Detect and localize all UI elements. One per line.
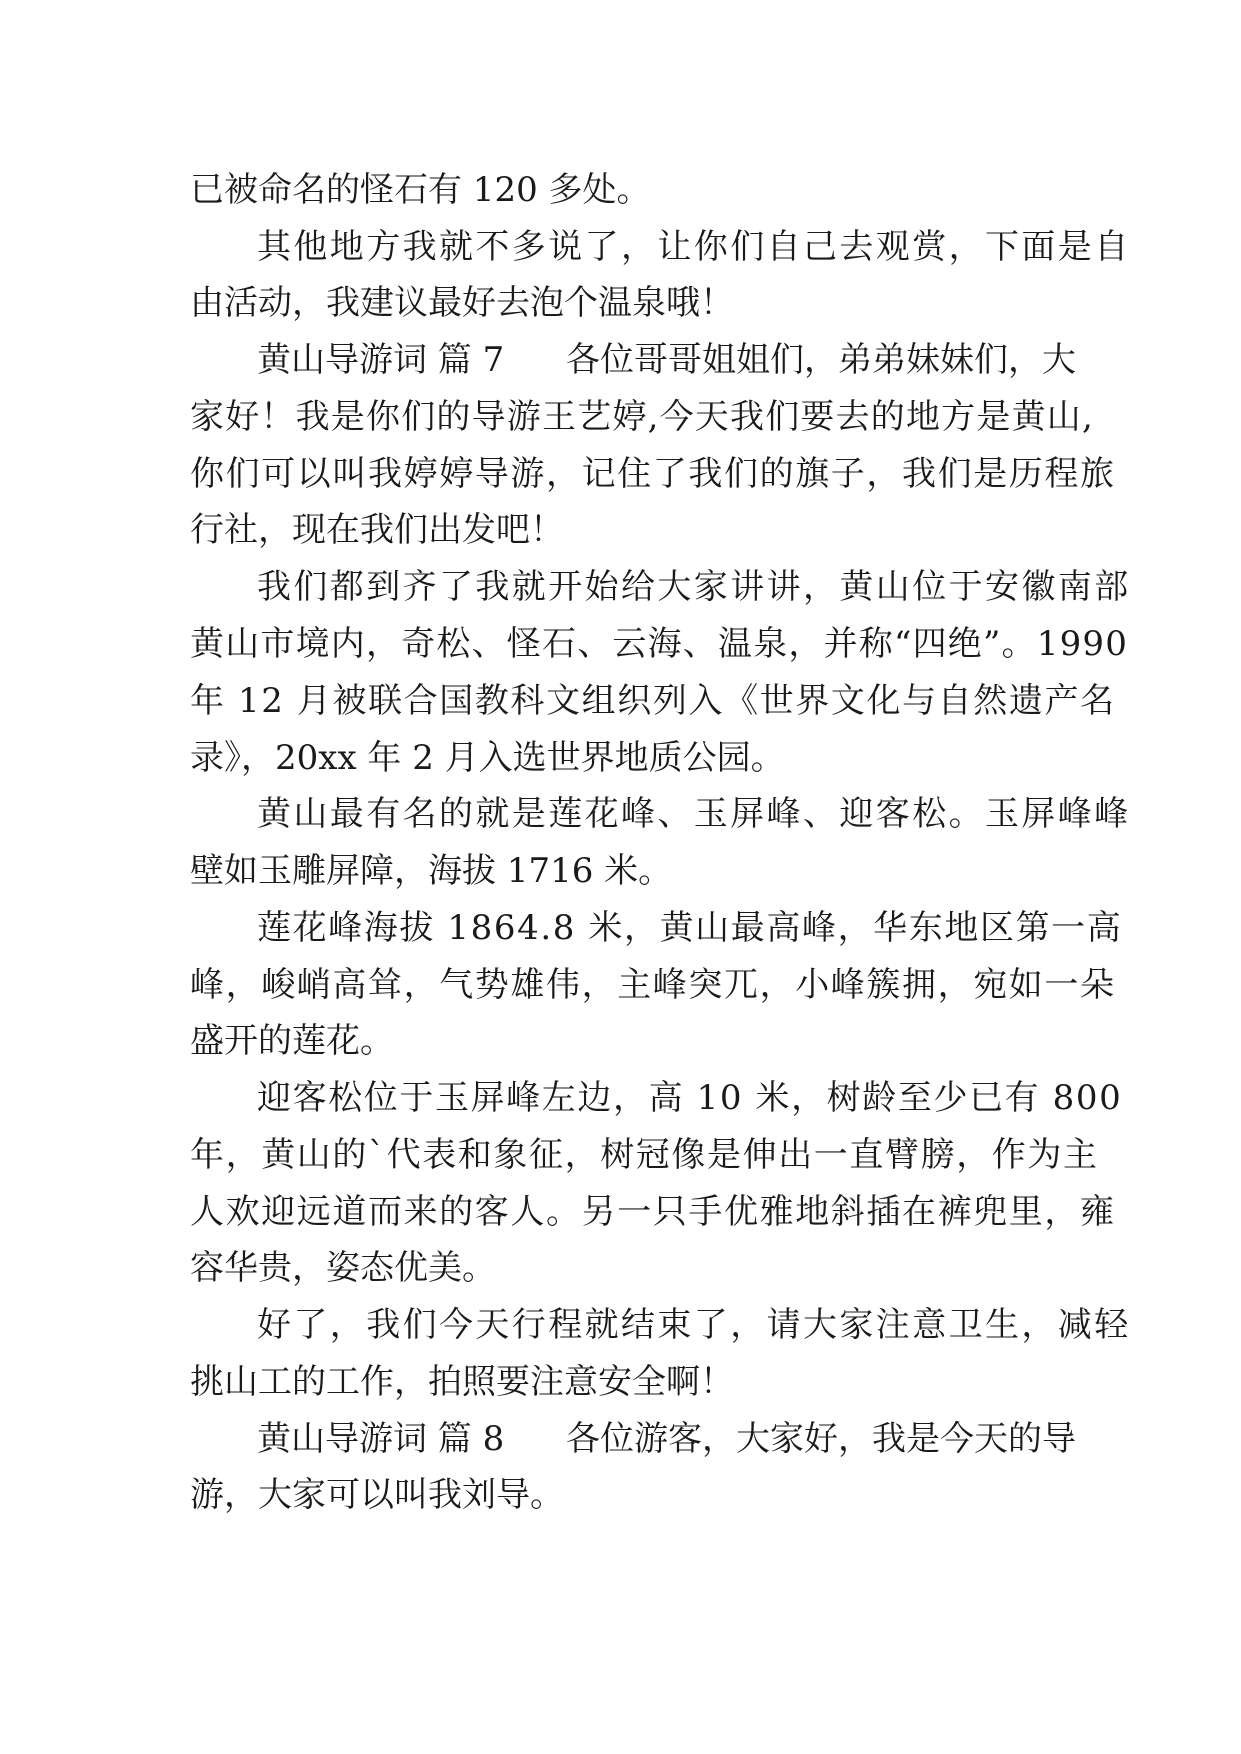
text-line — [0, 389, 1241, 445]
paragraph-text: 行社，现在我们出发吧！ — [190, 510, 564, 550]
text-line — [0, 673, 1241, 729]
text-line — [0, 957, 1241, 1013]
section-heading: 黄山导游词 篇 8 — [257, 1419, 505, 1459]
text-line — [0, 332, 1241, 388]
text-line — [0, 786, 1241, 842]
text-line — [0, 900, 1241, 956]
text-line — [0, 1013, 1241, 1069]
paragraph-text: 我们都到齐了我就开始给大家讲讲，黄山位于安徽南部 — [257, 567, 1131, 607]
paragraph-text: 各位哥哥姐姐们，弟弟妹妹们，大 — [566, 340, 1076, 380]
paragraph-text: 人欢迎远道而来的客人。另一只手优雅地斜插在裤兜里，雍 — [190, 1192, 1116, 1232]
paragraph-text: 游，大家可以叫我刘导。 — [190, 1475, 564, 1515]
text-line — [0, 275, 1241, 331]
text-line — [0, 1127, 1241, 1183]
paragraph-text: 壁如玉雕屏障，海拔 1716 米。 — [190, 851, 673, 891]
section-heading: 黄山导游词 篇 7 — [257, 340, 505, 380]
paragraph-text: 容华贵，姿态优美。 — [190, 1248, 496, 1288]
paragraph-text: 盛开的莲花。 — [190, 1021, 394, 1061]
text-line — [0, 616, 1241, 672]
text-line — [0, 1354, 1241, 1410]
paragraph-text: 莲花峰海拔 1864.8 米，黄山最高峰，华东地区第一高 — [257, 908, 1123, 948]
paragraph-text: 峰，峻峭高耸，气势雄伟，主峰突兀，小峰簇拥，宛如一朵 — [190, 965, 1116, 1005]
text-line — [0, 502, 1241, 558]
paragraph-text: 由活动，我建议最好去泡个温泉哦！ — [190, 283, 734, 323]
text-line — [0, 1184, 1241, 1240]
text-line — [0, 730, 1241, 786]
text-line — [0, 1240, 1241, 1296]
paragraph-text: 已被命名的怪石有 120 多处。 — [190, 170, 651, 210]
text-line — [0, 1467, 1241, 1523]
paragraph-text: 年，黄山的`代表和象征，树冠像是伸出一直臂膀，作为主 — [190, 1135, 1099, 1175]
paragraph-text: 挑山工的工作，拍照要注意安全啊！ — [190, 1362, 734, 1402]
text-line — [0, 1297, 1241, 1353]
paragraph-text: 录》，20xx 年 2 月入选世界地质公园。 — [190, 738, 785, 778]
paragraph-text: 黄山最有名的就是莲花峰、玉屏峰、迎客松。玉屏峰峰 — [257, 794, 1131, 834]
paragraph-text: 家好！我是你们的导游王艺婷,今天我们要去的地方是黄山, — [190, 397, 1095, 437]
paragraph-text: 你们可以叫我婷婷导游，记住了我们的旗子，我们是历程旅 — [190, 454, 1116, 494]
paragraph-text: 年 12 月被联合国教科文组织列入《世界文化与自然遗产名 — [190, 681, 1116, 721]
text-line — [0, 843, 1241, 899]
paragraph-text: 黄山市境内，奇松、怪石、云海、温泉，并称“四绝”。1990 — [190, 624, 1129, 664]
paragraph-text: 迎客松位于玉屏峰左边，高 10 米，树龄至少已有 800 — [257, 1078, 1123, 1118]
text-line — [0, 1070, 1241, 1126]
paragraph-text: 其他地方我就不多说了，让你们自己去观赏，下面是自 — [257, 227, 1131, 267]
paragraph-text: 各位游客，大家好，我是今天的导 — [566, 1419, 1076, 1459]
text-line — [0, 559, 1241, 615]
text-line — [0, 162, 1241, 218]
text-line — [0, 1411, 1241, 1467]
text-line — [0, 446, 1241, 502]
paragraph-text: 好了，我们今天行程就结束了，请大家注意卫生，减轻 — [257, 1305, 1131, 1345]
text-line — [0, 219, 1241, 275]
